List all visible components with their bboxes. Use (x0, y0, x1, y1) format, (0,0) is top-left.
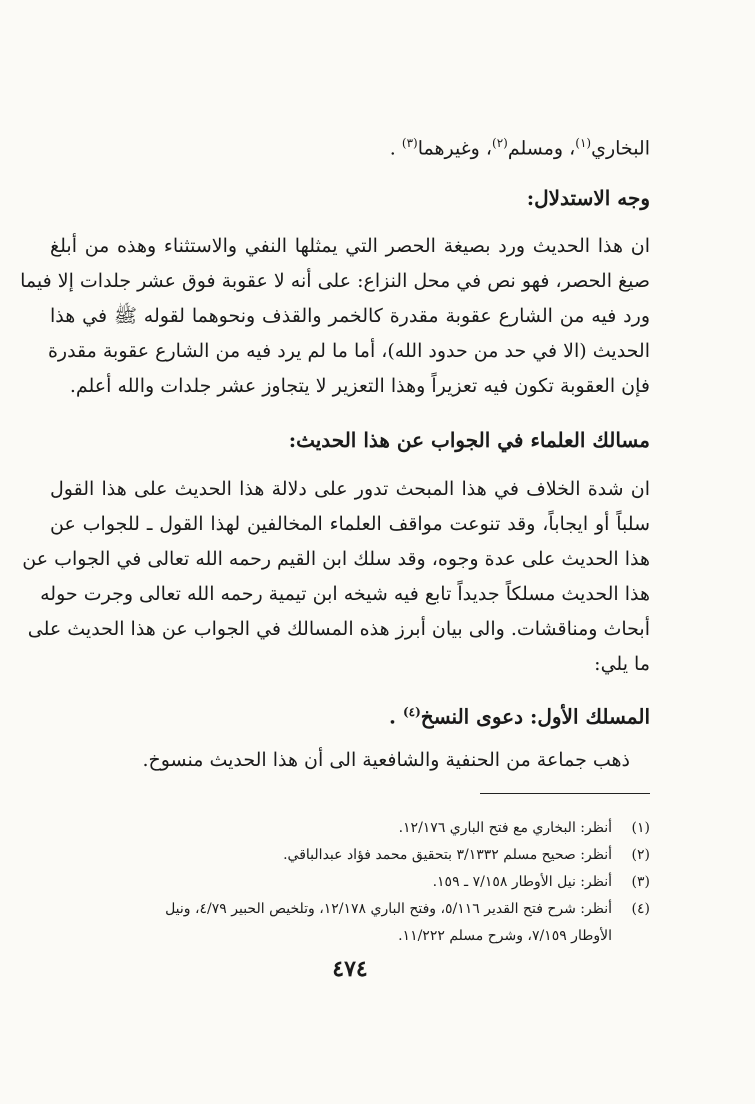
footnote-divider (480, 793, 650, 794)
footnote-1 (50, 816, 650, 840)
text-segment: ، ومسلم (507, 137, 576, 160)
paragraph-line: هذا الحديث على عدة وجوه، وقد سلك ابن القيم رحمه الله تعالى في الجواب عن (22, 548, 650, 570)
footnote-3 (50, 870, 650, 894)
document-page (20, 0, 650, 1104)
footnote-2 (50, 843, 650, 867)
footnote-text: أنظر: شرح فتح القدير ٥/١١٦، وفتح الباري ١٢/١٧٨، وتلخيص الحبير ٤/٧٩، ونيل (165, 901, 612, 917)
footnote-number: (٣) (631, 874, 650, 890)
intro-line (50, 128, 650, 163)
paragraph-line: ورد فيه من الشارع عقوبة مقدرة كالخمر والقذف ونحوهما لقوله ﷺ في هذا (50, 305, 650, 327)
page-number: ٤٧٤ (332, 956, 368, 982)
paragraph-line: فإن العقوبة تكون فيه تعزيراً وهذا التعزير لا يتجاوز عشر جلدات والله أعلم. (69, 375, 650, 397)
footnote-text: أنظر: صحيح مسلم ٣/١٣٣٢ بتحقيق محمد فؤاد عبدالباقي. (283, 847, 612, 863)
paragraph-line: سلباً أو ايجاباً، وقد تنوعت مواقف العلماء المخالفين لهذا القول ـ للجواب عن (50, 513, 650, 535)
paragraph-line: الحديث (الا في حد من حدود الله)، أما ما لم يرد فيه من الشارع عقوبة مقدرة (47, 340, 650, 362)
footnote-number: (٤) (631, 901, 650, 917)
footnote-4-continuation: الأوطار ٧/١٥٩، وشرح مسلم ١١/٢٢٢. (398, 928, 612, 944)
footnote-number: (١) (631, 820, 650, 836)
paragraph-line: ذهب جماعة من الحنفية والشافعية الى أن هذا الحديث منسوخ. (142, 749, 630, 771)
footnote-text: أنظر: نيل الأوطار ٧/١٥٨ ـ ١٥٩. (432, 874, 612, 890)
footnote-text: أنظر: البخاري مع فتح الباري ١٢/١٧٦. (398, 820, 612, 836)
text-segment: ، وغيرهما (417, 137, 493, 160)
footnote-ref-4[interactable]: (٤) (402, 705, 421, 719)
section-heading-masalik: مسالك العلماء في الجواب عن هذا الحديث: (288, 428, 650, 452)
footnote-ref-2[interactable]: (٢) (492, 136, 508, 150)
subsection-title-text: المسلك الأول: دعوى النسخ (420, 704, 650, 729)
paragraph-line: ما يلي: (594, 653, 650, 675)
text-segment: . (389, 704, 396, 729)
paragraph-line: هذا الحديث مسلكاً جديداً تابع فيه شيخه ابن تيمية رحمه الله تعالى وجرت حوله (40, 583, 650, 605)
footnote-4 (50, 897, 650, 921)
subsection-title (50, 697, 650, 732)
paragraph-line: أبحاث ومناقشات. والى بيان أبرز هذه المسالك في الجواب عن هذا الحديث على (27, 618, 650, 640)
footnote-number: (٢) (631, 847, 650, 863)
paragraph-line: ان شدة الخلاف في هذا المبحث تدور على دلالة هذا الحديث على هذا القول (50, 478, 650, 500)
text-segment: . (389, 137, 396, 160)
paragraph-line: ان هذا الحديث ورد بصيغة الحصر التي يمثلها النفي والاستثناء وهذه من أبلغ (50, 235, 650, 257)
text-segment: البخاري (591, 137, 650, 160)
section-heading-istidlal: وجه الاستدلال: (526, 186, 650, 210)
footnote-ref-3[interactable]: (٣) (401, 136, 418, 150)
paragraph-line: صيغ الحصر، فهو نص في محل النزاع: على أنه لا عقوبة فوق عشر جلدات إلا فيما (20, 270, 650, 292)
footnote-ref-1[interactable]: (١) (575, 136, 592, 150)
